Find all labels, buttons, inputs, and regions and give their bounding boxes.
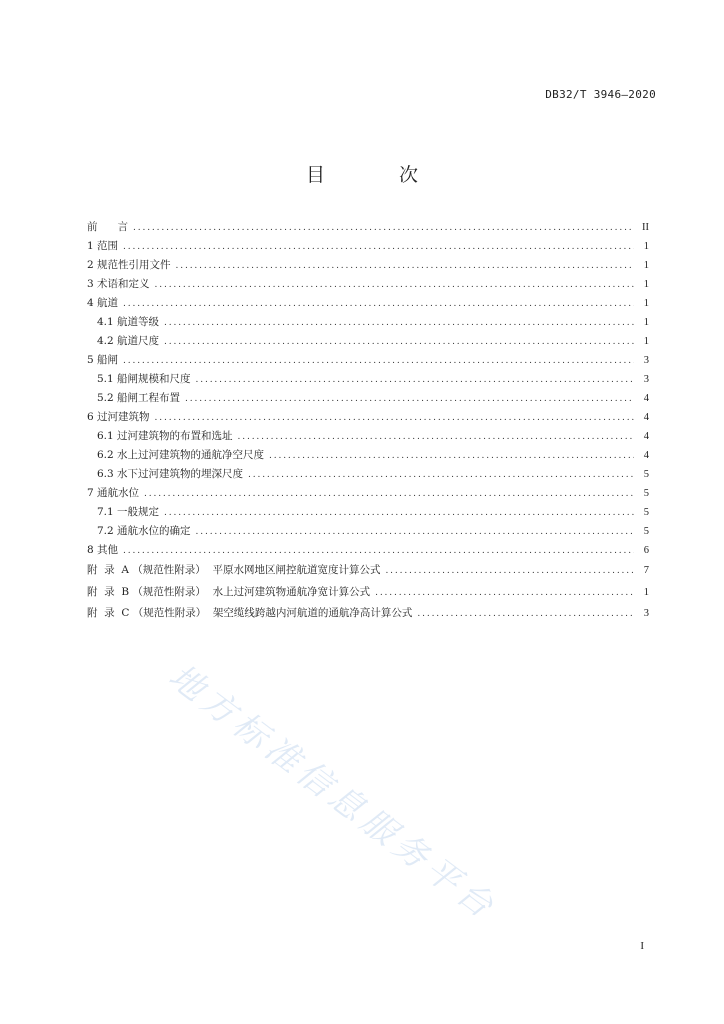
toc-entry[interactable] bbox=[87, 582, 649, 604]
toc-entry-label: 2 规范性引用文件 bbox=[87, 259, 171, 271]
toc-leader-dots bbox=[123, 295, 634, 314]
toc-entry-page: 5 bbox=[643, 488, 649, 499]
toc-leader-dots bbox=[155, 409, 634, 428]
toc-entry[interactable] bbox=[87, 465, 649, 484]
toc-leader-dots bbox=[185, 390, 634, 409]
toc-entry[interactable] bbox=[87, 603, 649, 625]
toc-entry-label: 8 其他 bbox=[87, 544, 119, 556]
toc-leader-dots bbox=[144, 485, 634, 504]
toc-entry-page: 3 bbox=[643, 355, 649, 366]
toc-entry[interactable] bbox=[87, 427, 649, 446]
toc-entry[interactable] bbox=[87, 256, 649, 275]
toc-leader-dots bbox=[164, 333, 634, 352]
toc-entry-label: 6 过河建筑物 bbox=[87, 411, 150, 423]
toc-entry-label: 6.3 水下过河建筑物的埋深尺度 bbox=[97, 468, 244, 480]
toc-entry-page: 7 bbox=[643, 565, 649, 576]
toc-entry-label: 5 船闸 bbox=[87, 354, 119, 366]
toc-entry[interactable] bbox=[87, 522, 649, 541]
toc-entry[interactable] bbox=[87, 275, 649, 294]
toc-entry-label: 4 航道 bbox=[87, 297, 119, 309]
toc-entry-label: 7 通航水位 bbox=[87, 487, 140, 499]
toc-entry[interactable] bbox=[87, 560, 649, 582]
toc-entry-page: 3 bbox=[643, 608, 649, 619]
toc-leader-dots bbox=[155, 276, 634, 295]
toc-entry-label: 4.2 航道尺度 bbox=[97, 335, 160, 347]
toc-entry-label: 附 录 B （规范性附录） 水上过河建筑物通航净宽计算公式 bbox=[87, 585, 371, 598]
toc-entry-label: 4.1 航道等级 bbox=[97, 316, 160, 328]
toc-entry-page: 1 bbox=[643, 241, 649, 252]
toc-leader-dots bbox=[164, 314, 634, 333]
toc-entry-page: 1 bbox=[643, 298, 649, 309]
toc-entry-label: 附 录 A （规范性附录） 平原水网地区闸控航道宽度计算公式 bbox=[87, 564, 381, 576]
toc-entry-page: 4 bbox=[643, 393, 649, 404]
toc-leader-dots bbox=[417, 604, 634, 626]
toc-entry[interactable] bbox=[87, 503, 649, 522]
toc-entry-label: 5.1 船闸规模和尺度 bbox=[97, 373, 191, 385]
toc-leader-dots bbox=[123, 542, 634, 561]
toc-leader-dots bbox=[196, 523, 634, 542]
toc-entry-label: 前 言 bbox=[87, 221, 129, 233]
watermark: 地方标准信息服务平台 bbox=[161, 656, 505, 930]
toc-leader-dots bbox=[133, 219, 634, 238]
toc-entry-page: 3 bbox=[643, 374, 649, 385]
toc-entry-label: 附 录 C （规范性附录） 架空缆线跨越内河航道的通航净高计算公式 bbox=[87, 607, 413, 619]
toc-entry[interactable] bbox=[87, 408, 649, 427]
toc-leader-dots bbox=[123, 238, 634, 257]
toc-entry-label: 7.2 通航水位的确定 bbox=[97, 525, 191, 537]
toc-entry-label: 6.2 水上过河建筑物的通航净空尺度 bbox=[97, 449, 265, 461]
toc-entry[interactable] bbox=[87, 541, 649, 560]
toc-entry-page: 1 bbox=[643, 317, 649, 328]
toc-entry[interactable] bbox=[87, 294, 649, 313]
toc-entry-page: 5 bbox=[643, 507, 649, 518]
toc-entry-label: 1 范围 bbox=[87, 240, 119, 252]
toc-leader-dots bbox=[269, 447, 634, 466]
toc-leader-dots bbox=[176, 257, 634, 276]
standard-code: DB32/T 3946—2020 bbox=[545, 88, 656, 101]
toc-entry[interactable] bbox=[87, 313, 649, 332]
toc-leader-dots bbox=[385, 561, 634, 583]
toc-leader-dots bbox=[375, 583, 634, 605]
toc-entry-page: 1 bbox=[643, 586, 649, 598]
toc-entry-page: 5 bbox=[643, 469, 649, 480]
toc-leader-dots bbox=[123, 352, 634, 371]
toc-entry-page: 6 bbox=[643, 545, 649, 556]
toc-entry-page: II bbox=[642, 222, 649, 233]
toc-entry[interactable] bbox=[87, 218, 649, 237]
toc-leader-dots bbox=[238, 428, 634, 447]
toc-entry[interactable] bbox=[87, 446, 649, 465]
toc-entry[interactable] bbox=[87, 484, 649, 503]
toc-entry[interactable] bbox=[87, 351, 649, 370]
page-number: I bbox=[640, 940, 644, 952]
toc-entry-label: 6.1 过河建筑物的布置和选址 bbox=[97, 430, 233, 442]
toc-entry-page: 4 bbox=[643, 431, 649, 442]
toc-leader-dots bbox=[248, 466, 634, 485]
toc-entry-label: 7.1 一般规定 bbox=[97, 506, 160, 518]
toc-entry[interactable] bbox=[87, 332, 649, 351]
toc-entry[interactable] bbox=[87, 370, 649, 389]
toc-entry-page: 4 bbox=[643, 450, 649, 461]
toc-entry[interactable] bbox=[87, 389, 649, 408]
table-of-contents bbox=[87, 218, 649, 625]
toc-entry-page: 1 bbox=[643, 336, 649, 347]
toc-entry-label: 5.2 船闸工程布置 bbox=[97, 392, 181, 404]
toc-entry-page: 1 bbox=[643, 260, 649, 271]
toc-leader-dots bbox=[196, 371, 634, 390]
toc-entry[interactable] bbox=[87, 237, 649, 256]
toc-entry-label: 3 术语和定义 bbox=[87, 278, 150, 290]
toc-entry-page: 4 bbox=[643, 412, 649, 423]
page-title: 目 次 bbox=[305, 164, 453, 186]
toc-leader-dots bbox=[164, 504, 634, 523]
toc-entry-page: 1 bbox=[643, 279, 649, 290]
toc-entry-page: 5 bbox=[643, 526, 649, 537]
